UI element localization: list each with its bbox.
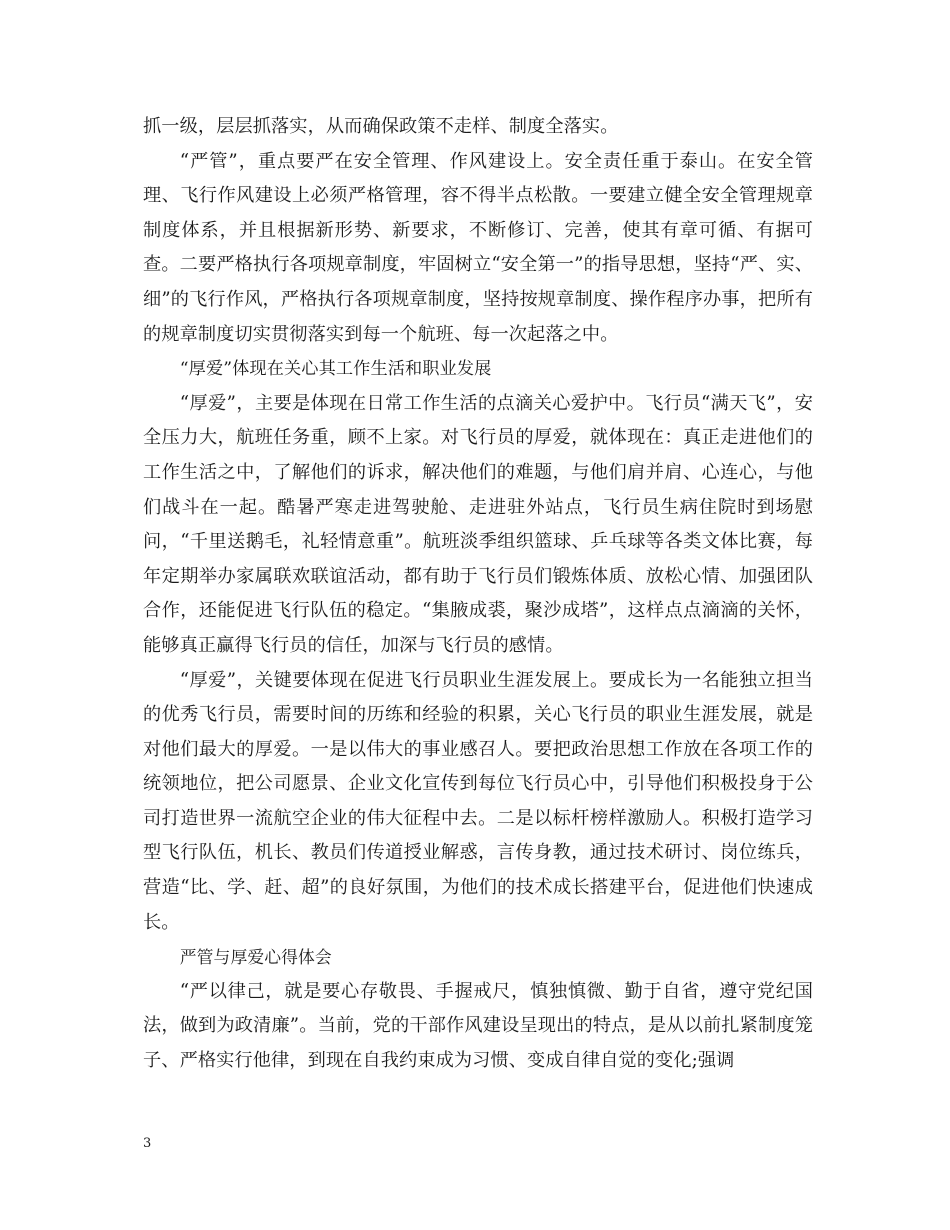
paragraph-career-development: “厚爱”，关键要体现在促进飞行员职业生涯发展上。要成长为一名能独立担当的优秀飞行员，需要时间的历练和经验的积累，关心飞行员的职业生涯发展，就是对他们最大的厚爱。一是以伟大的事业感召人。要把政治思想工作放在各项工作的统领地位，把公司愿景、企业文化宣传到每位飞行员心中，引导他们积极投身于公司打造世界一流航空企业的伟大征程中去。二是以标杆榜样激励人。积极打造学习型飞行队伍，机长、教员们传道授业解惑，言传身教，通过技术研讨、岗位练兵，营造“比、学、赶、超”的良好氛围，为他们的技术成长搭建平台，促进他们快速成长。 [143,669,813,933]
section-heading-care: “厚爱”体现在关心其工作生活和职业发展 [179,359,492,380]
body-text [143,110,813,1079]
page-number: 3 [143,1136,152,1151]
paragraph-strict-management: “严管”，重点要严在安全管理、作风建设上。安全责任重于泰山。在安全管理、飞行作风建设上必须严格管理，容不得半点松散。一要建立健全安全管理规章制度体系，并且根据新形势、新要求，不断修订、完善，使其有章可循、有据可查。二要严格执行各项规章制度，牢固树立“安全第一”的指导思想，坚持“严、实、细”的飞行作风，严格执行各项规章制度，坚持按规章制度、操作程序办事，把所有的规章制度切实贯彻落实到每一个航班、每一次起落之中。 [143,150,813,345]
section-heading-reflections: 严管与厚爱心得体会 [179,947,332,968]
paragraph-self-discipline: “严以律己，就是要心存敬畏、手握戒尺，慎独慎微、勤于自省，遵守党纪国法，做到为政清廉”。当前，党的干部作风建设呈现出的特点，是从以前扎紧制度笼子、严格实行他律，到现在自我约束成为习惯、变成自律自觉的变化;强调 [143,980,813,1072]
paragraph-continuation: 抓一级，层层抓落实，从而确保政策不走样、制度全落实。 [143,116,619,137]
paragraph-daily-care: “厚爱”，主要是体现在日常工作生活的点滴关心爱护中。飞行员“满天飞”，安全压力大，航班任务重，顾不上家。对飞行员的厚爱，就体现在：真正走进他们的工作生活之中，了解他们的诉求，解决他们的难题，与他们肩并肩、心连心，与他们战斗在一起。酷暑严寒走进驾驶舱、走进驻外站点，飞行员生病住院时到场慰问，“千里送鹅毛，礼轻情意重”。航班淡季组织篮球、乒乓球等各类文体比赛，每年定期举办家属联欢联谊活动，都有助于飞行员们锻炼体质、放松心情、加强团队合作，还能促进飞行队伍的稳定。“集腋成裘，聚沙成塔”，这样点点滴滴的关怀，能够真正赢得飞行员的信任，加深与飞行员的感情。 [143,392,813,656]
